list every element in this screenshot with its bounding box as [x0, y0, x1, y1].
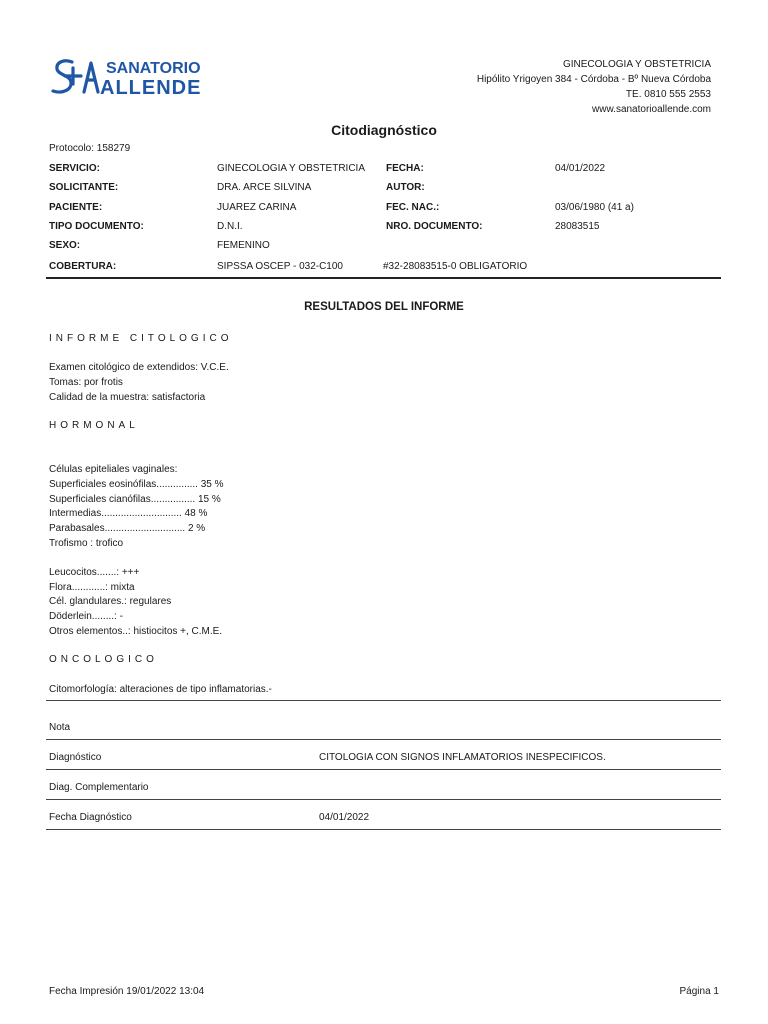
divider — [46, 739, 721, 740]
fecnac-value: 03/06/1980 (41 a) — [555, 202, 634, 213]
servicio-label: SERVICIO: — [49, 163, 100, 174]
sanatorio-allende-logo — [50, 56, 230, 98]
header-service: GINECOLOGIA Y OBSTETRICIA — [562, 59, 711, 70]
cobertura-value: SIPSSA OSCEP - 032-C100 — [217, 261, 343, 272]
citologico-line: Tomas: por frotis — [49, 377, 123, 388]
informe-citologico-heading: INFORME CITOLOGICO — [49, 333, 233, 344]
diagnostico-value: CITOLOGIA CON SIGNOS INFLAMATORIOS INESPECIFICOS. — [319, 752, 606, 763]
citologico-line: Examen citológico de extendidos: V.C.E. — [49, 362, 229, 373]
fecnac-label: FEC. NAC.: — [386, 202, 440, 213]
nrodoc-value: 28083515 — [555, 221, 600, 232]
solicitante-label: SOLICITANTE: — [49, 182, 119, 193]
other-line: Flora............: mixta — [49, 582, 135, 593]
hormonal-heading: HORMONAL — [49, 420, 139, 431]
diag-complementario-label: Diag. Complementario — [49, 782, 149, 793]
header-phone: TE. 0810 555 2553 — [625, 89, 711, 100]
citologico-line: Calidad de la muestra: satisfactoria — [49, 392, 206, 403]
servicio-value: GINECOLOGIA Y OBSTETRICIA — [217, 163, 366, 174]
fecha-impresion: Fecha Impresión 19/01/2022 13:04 — [49, 986, 205, 997]
header-divider — [46, 277, 721, 279]
nrodoc-label: NRO. DOCUMENTO: — [386, 221, 483, 232]
fecha-diagnostico-value: 04/01/2022 — [319, 812, 370, 823]
paciente-value: JUAREZ CARINA — [217, 202, 297, 213]
hormonal-line: Superficiales cianófilas................ 15 % — [49, 494, 221, 505]
fecha-diagnostico-label: Fecha Diagnóstico — [49, 812, 132, 823]
hormonal-line: Parabasales............................. 2 % — [49, 523, 206, 534]
header-website[interactable]: www.sanatorioallende.com — [592, 104, 711, 115]
nota-label: Nota — [49, 722, 71, 733]
other-line: Döderlein........: - — [49, 611, 123, 622]
fecha-value: 04/01/2022 — [555, 163, 606, 174]
solicitante-value: DRA. ARCE SILVINA — [217, 182, 312, 193]
diagnostico-label: Diagnóstico — [49, 752, 102, 763]
citomorfologia-line: Citomorfología: alteraciones de tipo inflamatorias.- — [49, 684, 272, 695]
fecha-label: FECHA: — [386, 163, 424, 174]
hormonal-line: Intermedias............................. 48 % — [49, 508, 208, 519]
hormonal-line: Células epiteliales vaginales: — [49, 464, 178, 475]
header-address: Hipólito Yrigoyen 384 - Córdoba - Bº Nueva Córdoba — [476, 74, 711, 85]
tipodoc-value: D.N.I. — [217, 221, 243, 232]
header-block — [477, 57, 711, 117]
page-number: Página 1 — [679, 986, 719, 997]
hormonal-line: Superficiales eosinófilas............... 35 % — [49, 479, 224, 490]
page-title: Citodiagnóstico — [331, 122, 437, 138]
other-line: Cél. glandulares.: regulares — [49, 596, 172, 607]
oncologico-heading: ONCOLOGICO — [49, 654, 158, 665]
paciente-label: PACIENTE: — [49, 202, 103, 213]
other-line: Otros elementos..: histiocitos +, C.M.E. — [49, 626, 223, 637]
autor-label: AUTOR: — [386, 182, 425, 193]
divider — [46, 829, 721, 830]
logo-line-2: ALLENDE — [100, 77, 202, 98]
cobertura-extra: #32-28083515-0 OBLIGATORIO — [383, 261, 528, 272]
divider — [46, 799, 721, 800]
protocolo: Protocolo: 158279 — [49, 143, 131, 154]
cobertura-label: COBERTURA: — [49, 261, 117, 272]
hormonal-line: Trofismo : trofico — [49, 538, 124, 549]
divider — [46, 769, 721, 770]
results-title: RESULTADOS DEL INFORME — [304, 301, 464, 313]
sexo-label: SEXO: — [49, 240, 81, 251]
logo-line-1: SANATORIO — [106, 60, 201, 77]
sexo-value: FEMENINO — [217, 240, 270, 251]
divider — [46, 700, 721, 701]
other-line: Leucocitos.......: +++ — [49, 567, 140, 578]
tipodoc-label: TIPO DOCUMENTO: — [49, 221, 144, 232]
